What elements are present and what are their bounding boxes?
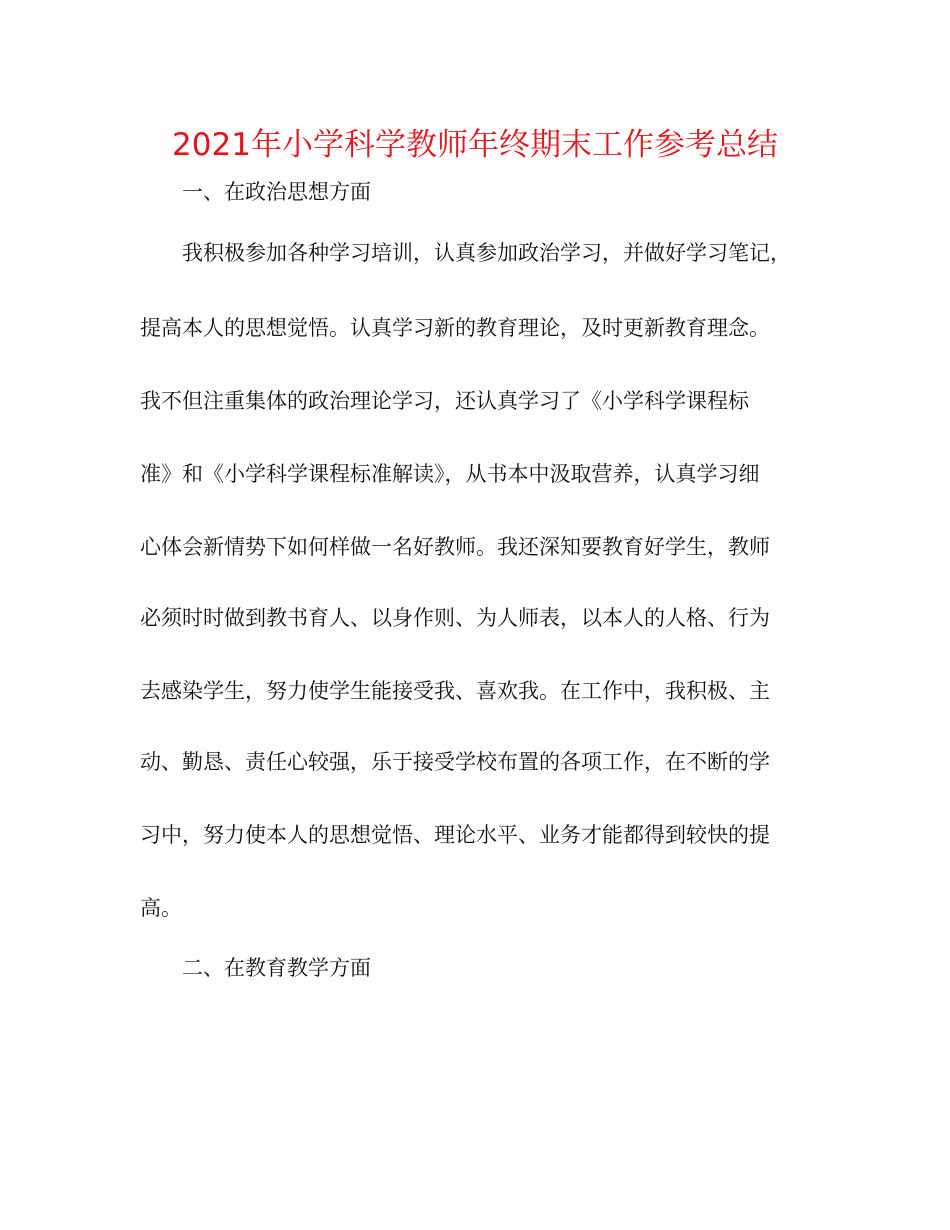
paragraph-line: 动、勤恳、责任心较强，乐于接受学校布置的各项工作，在不断的学 bbox=[140, 750, 770, 774]
paragraph-line: 准》和《小学科学课程标准解读》，从书本中汲取营养，认真学习细 bbox=[140, 462, 760, 486]
paragraph-line: 必须时时做到教书育人、以身作则、为人师表，以本人的人格、行为 bbox=[140, 606, 770, 630]
paragraph-line: 我积极参加各种学习培训，认真参加政治学习，并做好学习笔记， bbox=[182, 241, 791, 265]
paragraph-line: 提高本人的思想觉悟。认真学习新的教育理论，及时更新教育理念。 bbox=[140, 316, 770, 340]
section-heading-political: 一、在政治思想方面 bbox=[182, 180, 371, 204]
paragraph-line: 心体会新情势下如何样做一名好教师。我还深知要教育好学生，教师 bbox=[140, 535, 770, 559]
paragraph-line: 去感染学生，努力使学生能接受我、喜欢我。在工作中，我积极、主 bbox=[140, 679, 770, 703]
paragraph-line: 习中，努力使本人的思想觉悟、理论水平、业务才能都得到较快的提 bbox=[140, 823, 770, 847]
paragraph-line: 我不但注重集体的政治理论学习，还认真学习了《小学科学课程标 bbox=[140, 389, 749, 413]
paragraph-line: 高。 bbox=[140, 896, 182, 920]
document-title: 2021年小学科学教师年终期末工作参考总结 bbox=[172, 127, 778, 163]
section-heading-teaching: 二、在教育教学方面 bbox=[182, 956, 371, 980]
